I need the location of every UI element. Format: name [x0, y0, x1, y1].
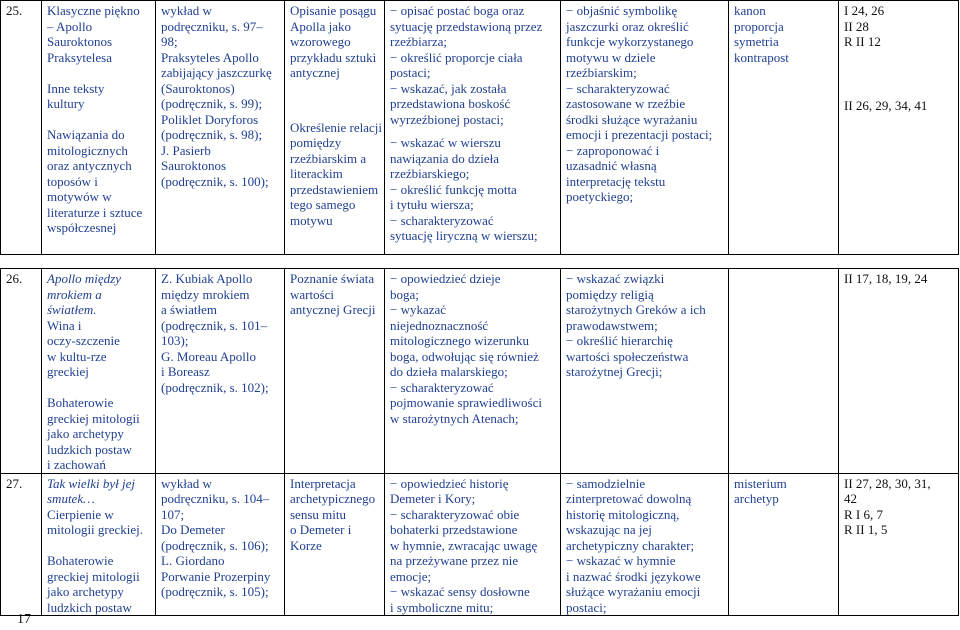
text-line: służące wyrażaniu emocji [566, 584, 701, 599]
text-line: współczesnej [47, 220, 117, 235]
lesson-terms [729, 1, 839, 255]
text-line: oczy-szczenie [47, 333, 120, 348]
lesson-skills-extended [561, 473, 729, 616]
text-line: postaci; [566, 599, 607, 615]
text-line: Poliklet Doryforos [161, 111, 259, 127]
lesson-topic [42, 473, 156, 616]
text-line: i tytułu wiersza; [390, 197, 474, 212]
text-line: – Apollo [47, 18, 93, 34]
text-line: boga, odwołując się również [390, 348, 539, 364]
text-line: rzeźbiarskiego; [390, 166, 470, 181]
lesson-skills-basic [385, 473, 561, 616]
text-line: Praksyteles Apollo [161, 49, 259, 65]
text-line: kanon [734, 3, 766, 18]
text-line: II 26, 29, 34, 41 [844, 97, 928, 113]
lesson-requirements [839, 1, 959, 255]
text-line: uzasadnić własną [566, 158, 657, 173]
text-line: do dzieła malarskiego; [390, 364, 508, 379]
text-line: (Sauroktonos) [161, 80, 235, 96]
text-line: proporcja [734, 18, 784, 34]
text-line: − scharakteryzować obie [390, 506, 520, 522]
lesson-content [285, 269, 385, 474]
text-line: środki służące wyrażaniu [566, 111, 698, 127]
text-line: interpretację tekstu [566, 173, 666, 189]
lesson-number: 25. [1, 1, 42, 255]
text-line: ludzkich postaw [47, 599, 132, 615]
text-line: zastosowane w rzeźbie [566, 96, 686, 111]
text-line: 107; [161, 506, 185, 522]
text-line: G. Moreau Apollo [161, 348, 256, 364]
text-line: Do Demeter [161, 522, 225, 537]
lesson-terms [729, 473, 839, 616]
text-line: Inne teksty [47, 80, 105, 96]
text-line: − opisać postać boga oraz [390, 3, 525, 18]
text-line: Bohaterowie [47, 553, 114, 568]
text-line: ludzkich postaw [47, 441, 132, 457]
lesson-content [285, 473, 385, 616]
text-line: między mrokiem [161, 286, 250, 302]
text-line: literaturze i sztuce [47, 204, 143, 220]
text-line: greckiej mitologii [47, 410, 140, 426]
text-line: sytuację przedstawioną przez [390, 18, 543, 34]
text-line: Nawiązania do [47, 127, 125, 142]
text-line: R I 6, 7 [844, 506, 883, 522]
text-line: jako archetypy [47, 426, 124, 441]
text-line [47, 65, 151, 81]
text-line: rzeźbiarskim a [290, 150, 367, 166]
text-line [47, 380, 151, 396]
text-line: II 17, 18, 19, 24 [844, 271, 928, 286]
text-line: − samodzielnie [566, 475, 646, 491]
text-line: starożytnej Grecji; [566, 364, 663, 379]
text-line: poetyckiego; [566, 189, 634, 204]
lesson-number: 26. [1, 269, 42, 474]
text-line: II 27, 28, 30, 31, [844, 475, 931, 491]
text-line: starożytnych Greków a ich [566, 302, 706, 317]
text-line: mitologii greckiej. [47, 522, 144, 537]
text-line: Opisanie posągu [290, 3, 377, 18]
text-line: emocje; [390, 568, 432, 584]
text-line: wyrzeźbionej postaci; [390, 111, 504, 127]
text-line: (podręcznik, s. 106); [161, 537, 269, 553]
lesson-content [285, 1, 385, 255]
text-line: motywów w [47, 189, 112, 204]
text-line: − scharakteryzować [390, 212, 494, 228]
text-line: i nazwać środki językowe [566, 568, 701, 584]
text-line: (podręcznik, s. 101– [161, 317, 268, 333]
text-line: zabijający jaszczurkę [161, 65, 272, 80]
text-line: I 24, 26 [844, 3, 885, 18]
text-line: pomiędzy religią [566, 286, 654, 302]
text-line: − wykazać [390, 302, 447, 317]
text-line: motywu w dziele [566, 49, 656, 65]
text-line: emocji i prezentacji postaci; [566, 127, 713, 142]
text-line: i symboliczne mitu; [390, 599, 494, 615]
lesson-materials [156, 1, 285, 255]
text-line: mrokiem a [47, 286, 102, 302]
text-line: i Boreasz [161, 364, 210, 379]
lesson-requirements [839, 473, 959, 616]
text-line: 103); [161, 333, 189, 348]
text-line: Praksytelesa [47, 49, 112, 65]
text-line: (podręcznik, s. 105); [161, 584, 269, 599]
text-line: − zaproponować i [566, 142, 660, 158]
text-line: − wskazać w hymnie [566, 553, 676, 568]
text-line: zinterpretować dowolną [566, 491, 692, 506]
text-line: sensu mitu [290, 506, 346, 522]
text-line: tego samego [290, 197, 356, 212]
text-line: greckiej mitologii [47, 568, 140, 584]
page-number: 17 [17, 612, 31, 627]
text-line: Interpretacja [290, 475, 356, 491]
text-line: − opowiedzieć dzieje [390, 271, 501, 286]
lesson-skills-extended [561, 1, 729, 255]
text-line: misterium [734, 475, 787, 491]
text-line: J. Pasierb [161, 142, 211, 158]
text-line: postaci; [390, 65, 431, 80]
text-line: L. Giordano [161, 553, 225, 568]
text-line: − wskazać związki [566, 271, 665, 286]
text-line: a światłem [161, 302, 217, 317]
lesson-materials [156, 269, 285, 474]
text-line: − objaśnić symbolikę [566, 3, 678, 18]
lesson-requirements [839, 269, 959, 474]
table-row [1, 269, 959, 474]
text-line: Sauroktonos [47, 34, 112, 49]
text-line: wartości [290, 286, 335, 302]
text-line: niejednoznaczność [390, 317, 489, 333]
text-line: kontrapost [734, 49, 789, 65]
text-line: światłem. [47, 302, 97, 317]
text-line: Bohaterowie [47, 395, 114, 410]
text-line: pomiędzy [290, 135, 342, 150]
text-line: rzeźbiarza; [390, 34, 448, 49]
text-line: przedstawieniem [290, 181, 379, 197]
text-line: − scharakteryzować [566, 80, 670, 96]
text-line: R II 1, 5 [844, 522, 888, 537]
text-line: jako archetypy [47, 584, 124, 599]
text-line: sytuację liryczną w wierszu; [390, 228, 538, 243]
text-line: o Demeter i [290, 522, 352, 537]
text-line: oraz antycznych [47, 158, 132, 173]
text-line: toposów i [47, 173, 98, 189]
text-line: symetria [734, 34, 779, 49]
text-line: − określić funkcję motta [390, 181, 517, 197]
lesson-terms [729, 269, 839, 474]
text-line: Porwanie Prozerpiny [161, 568, 271, 584]
text-line: − wskazać sensy dosłowne [390, 584, 530, 599]
text-line: Korze [290, 537, 322, 553]
text-line: prawodawstwem; [566, 317, 658, 333]
lesson-skills-basic [385, 269, 561, 474]
text-line: Określenie relacji [290, 119, 383, 135]
text-line: jaszczurki oraz określić [566, 18, 689, 34]
text-line: Poznanie świata [290, 271, 375, 286]
text-line: Apollo między [47, 271, 122, 286]
text-line: archetyp [734, 491, 779, 506]
text-line: 98; [161, 34, 178, 49]
text-line: nawiązania do dzieła [390, 150, 499, 166]
lesson-table-top [0, 0, 959, 255]
text-line [47, 112, 151, 128]
text-line: − opowiedzieć historię [390, 475, 509, 491]
text-line: przedstawiona boskość [390, 96, 511, 111]
text-line: kultury [47, 96, 85, 111]
text-line: wskazując na jej [566, 522, 652, 537]
text-line: − określić proporcje ciała [390, 49, 523, 65]
text-line: II 28 [844, 18, 869, 34]
text-line: i zachowań [47, 457, 106, 472]
text-line: wykład w [161, 3, 212, 18]
text-line: historię mitologiczną, [566, 506, 680, 522]
text-line: wykład w [161, 475, 212, 491]
lesson-materials [156, 473, 285, 616]
text-line: antycznej [290, 65, 340, 80]
text-line: (podręcznik, s. 99); [161, 96, 263, 111]
text-line: − wskazać w wierszu [390, 135, 501, 150]
table-row [1, 473, 959, 616]
text-line: w starożytnych Atenach; [390, 410, 519, 426]
text-line: Demeter i Kory; [390, 491, 476, 506]
text-line: bohaterki przedstawione [390, 522, 518, 537]
text-line: R II 12 [844, 34, 881, 49]
lesson-table-bottom [0, 268, 959, 616]
text-line: podręczniku, s. 104– [161, 491, 270, 506]
text-line: − wskazać, jak została [390, 80, 507, 96]
lesson-number: 27. [1, 473, 42, 616]
text-line: Sauroktonos [161, 158, 226, 173]
text-line: przykładu sztuki [290, 49, 377, 65]
text-line: w hymnie, zwracając uwagę [390, 537, 538, 553]
text-line: Klasyczne piękno [47, 3, 140, 18]
lesson-topic [42, 1, 156, 255]
text-line: Z. Kubiak Apollo [161, 271, 253, 286]
text-line: literackim [290, 166, 343, 181]
text-line: boga; [390, 286, 419, 302]
text-line: na przeżywane przez nie [390, 553, 519, 568]
text-line: (podręcznik, s. 98); [161, 127, 263, 142]
text-line: greckiej [47, 364, 89, 379]
lesson-skills-extended [561, 269, 729, 474]
text-line: (podręcznik, s. 100); [161, 173, 269, 189]
text-line: w kultu-rze [47, 348, 107, 364]
text-line: rzeźbiarskim; [566, 65, 637, 80]
text-line: smutek… [47, 491, 95, 506]
text-line: − scharakteryzować [390, 379, 494, 395]
text-line: motywu [290, 212, 333, 228]
lesson-topic [42, 269, 156, 474]
text-line: wzorowego [290, 34, 351, 49]
text-line: 42 [844, 491, 857, 506]
text-line: antycznej Grecji [290, 302, 376, 317]
text-line: podręczniku, s. 97– [161, 18, 263, 34]
text-line: Tak wielki był jej [47, 475, 135, 491]
text-line: archetypiczny charakter; [566, 537, 695, 553]
text-line: − określić hierarchię [566, 333, 673, 348]
text-line: funkcje wykorzystanego [566, 34, 694, 49]
text-line: Cierpienie w [47, 506, 114, 522]
text-line: pojmowanie sprawiedliwości [390, 395, 542, 410]
text-line: Apolla jako [290, 18, 352, 34]
text-line [47, 538, 151, 554]
table-row [1, 1, 959, 255]
lesson-skills-basic [385, 1, 561, 255]
text-line: (podręcznik, s. 102); [161, 379, 269, 395]
text-line: archetypicznego [290, 491, 376, 506]
text-line: mitologicznego wizerunku [390, 333, 529, 348]
text-line: Wina i [47, 317, 82, 333]
text-line: mitologicznych [47, 142, 128, 158]
text-line: wartości społeczeństwa [566, 348, 689, 364]
